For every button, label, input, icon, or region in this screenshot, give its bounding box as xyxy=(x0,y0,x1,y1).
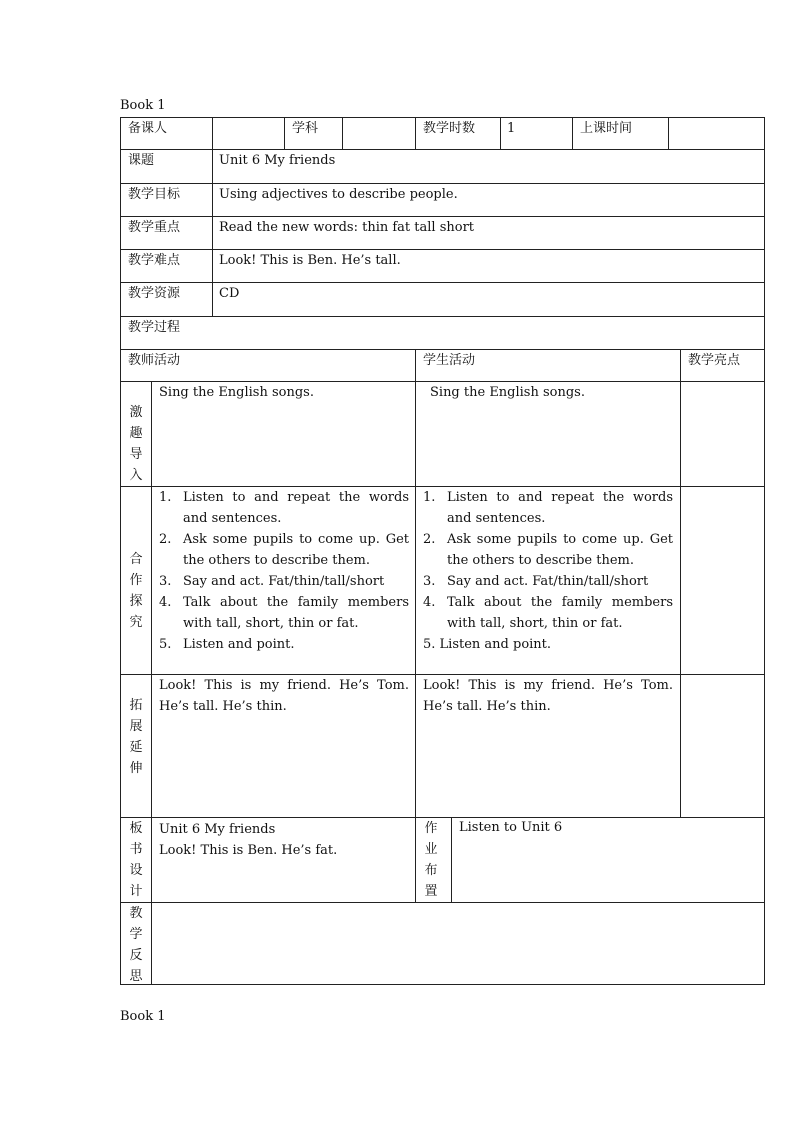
list-item: 2. Ask some pupils to come up. Get the others to describe them. xyxy=(423,532,673,568)
list-item: 3. Say and act. Fat/thin/tall/short xyxy=(423,574,649,589)
warmup-student-text: Sing the English songs. xyxy=(430,385,585,400)
list-item: 3. Say and act. Fat/thin/tall/short xyxy=(159,574,385,589)
time-label: 上课时间 xyxy=(580,121,633,136)
goal-value: Using adjectives to describe people. xyxy=(219,187,458,202)
key-value: Read the new words: thin fat tall short xyxy=(219,220,475,235)
list-item: 1. Listen to and repeat the words and sentences. xyxy=(423,490,673,526)
board-stage-label: 板 书 设 计 xyxy=(129,821,143,899)
homework-label: 作 业 布 置 xyxy=(424,821,438,899)
extend-student-text: Look! This is my friend. He’s Tom. He’s tall. He’s thin. xyxy=(423,678,673,714)
process-label: 教学过程 xyxy=(128,320,181,335)
preparer-label: 备课人 xyxy=(128,121,168,136)
key-label: 教学重点 xyxy=(128,220,181,235)
explore-student-list xyxy=(423,487,673,655)
subject-label: 学科 xyxy=(292,121,319,136)
extend-teacher-text: Look! This is my friend. He’s Tom. He’s tall. He’s thin. xyxy=(159,678,409,714)
warmup-stage-label: 激 趣 导 入 xyxy=(129,405,143,483)
reflection-stage-label: 教 学 反 思 xyxy=(129,906,143,984)
list-item: 4. Talk about the family members with tall, short, thin or fat. xyxy=(159,595,409,631)
list-item: 2. Ask some pupils to come up. Get the others to describe them. xyxy=(159,532,409,568)
resources-label: 教学资源 xyxy=(128,286,181,301)
resources-value: CD xyxy=(219,286,240,301)
list-item: 5. Listen and point. xyxy=(159,637,295,652)
extend-stage-label: 拓 展 延 伸 xyxy=(129,698,143,776)
hours-label: 教学时数 xyxy=(423,121,476,136)
difficulty-value: Look! This is Ben. He’s tall. xyxy=(219,253,401,268)
explore-teacher-list xyxy=(159,487,409,655)
topic-label: 课题 xyxy=(128,153,155,168)
topic-value: Unit 6 My friends xyxy=(219,153,336,168)
list-item: 1. Listen to and repeat the words and sentences. xyxy=(159,490,409,526)
goal-label: 教学目标 xyxy=(128,187,181,202)
difficulty-label: 教学难点 xyxy=(128,253,181,268)
student-activity-header: 学生活动 xyxy=(423,353,476,368)
highlight-header: 教学亮点 xyxy=(688,353,741,368)
page-footer: Book 1 xyxy=(120,1009,166,1024)
board-line-1: Unit 6 My friends xyxy=(159,822,276,837)
list-item: 5. Listen and point. xyxy=(423,637,552,652)
homework-text: Listen to Unit 6 xyxy=(459,820,563,835)
warmup-teacher-text: Sing the English songs. xyxy=(159,385,314,400)
hours-value: 1 xyxy=(507,121,516,136)
teacher-activity-header: 教师活动 xyxy=(128,353,181,368)
board-line-2: Look! This is Ben. He’s fat. xyxy=(159,843,338,858)
list-item: 4. Talk about the family members with tall, short, thin or fat. xyxy=(423,595,673,631)
explore-stage-label: 合 作 探 究 xyxy=(129,552,143,630)
page-header: Book 1 xyxy=(120,98,166,113)
